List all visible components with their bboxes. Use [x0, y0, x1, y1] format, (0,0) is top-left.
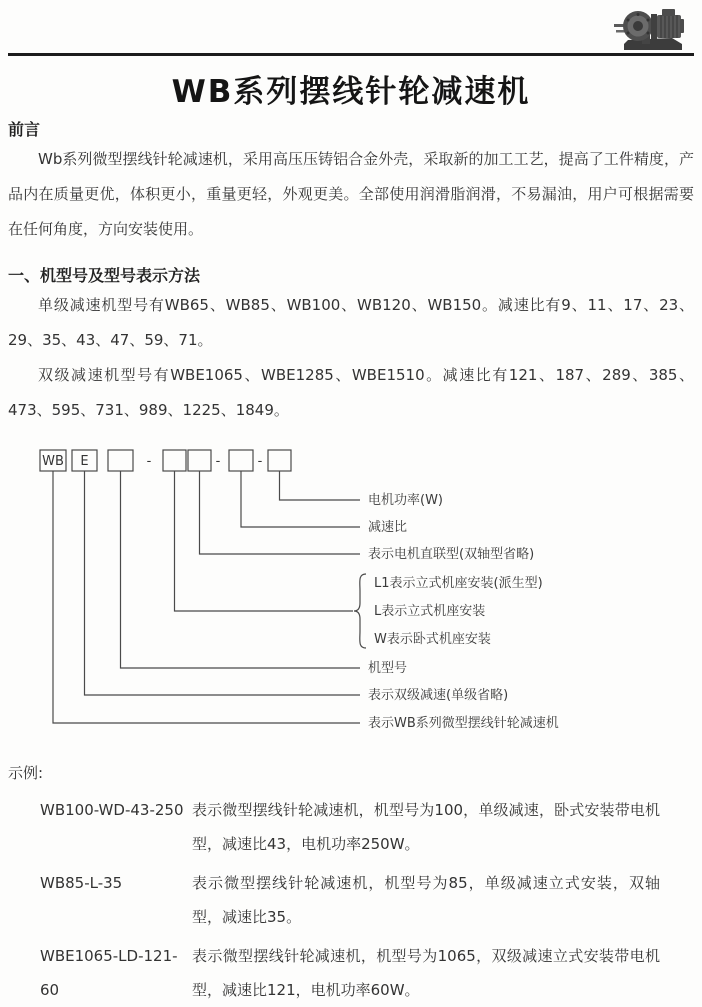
- example-row: [8, 793, 694, 861]
- preface-body: Wb系列微型摆线针轮减速机，采用高压压铸铝合金外壳，采取新的加工工艺，提高了工件精度，产品内在质量更优，体积更小，重量更轻，外观更美。全部使用润滑脂润滑，不易漏油，用户可根据需要在任何角度，方向安装使用。: [8, 150, 694, 238]
- label-ratio: 减速比: [368, 520, 408, 535]
- preface-heading: 前言: [8, 120, 41, 139]
- label-series: 表示WB系列微型摆线针轮减速机: [368, 716, 559, 731]
- example-description: 表示微型摆线针轮减速机，机型号为1065，双级减速立式安装带电机型，减速比121，电机功率60W。: [192, 947, 660, 999]
- section1-heading: 一、机型号及型号表示方法: [8, 266, 201, 285]
- label-model-no: 机型号: [368, 661, 408, 676]
- code-box-model: [108, 450, 133, 471]
- label-double-stage: 表示双级减速(单级省略): [368, 688, 509, 703]
- separator-hyphen-3: -: [257, 454, 263, 469]
- example-row: [8, 939, 694, 1007]
- leader-line-mount: [175, 471, 354, 611]
- code-box-direct: [188, 450, 211, 471]
- page-title: WB系列摆线针轮减速机: [171, 74, 531, 110]
- leader-line-power: [280, 471, 361, 500]
- label-direct-type: 表示电机直联型(双轴型省略): [368, 547, 535, 562]
- label-mount-l: L表示立式机座安装: [374, 604, 486, 619]
- example-model-code: WB100-WD-43-250: [40, 801, 184, 819]
- model-designation-diagram: [8, 438, 694, 746]
- mount-options-brace: [354, 574, 366, 648]
- example-row: [8, 866, 694, 934]
- examples-heading: 示例:: [8, 764, 44, 782]
- example-description: 表示微型摆线针轮减速机，机型号为85，单级减速立式安装，双轴型，减速比35。: [192, 874, 660, 926]
- example-description: 表示微型摆线针轮减速机，机型号为100，单级减速，卧式安装带电机型，减速比43，电机功率250W。: [192, 801, 660, 853]
- leader-line-series: [53, 471, 360, 723]
- code-box-mount: [163, 450, 186, 471]
- leader-line-ratio: [241, 471, 360, 527]
- leader-line-double-stage: [85, 471, 361, 695]
- code-box-ratio: [229, 450, 253, 471]
- code-box-wb-label: WB: [42, 454, 64, 469]
- section1-para-single-stage: 单级减速机型号有WB65、WB85、WB100、WB120、WB150。减速比有9、11、17、23、29、35、43、47、59、71。: [8, 296, 694, 349]
- example-model-code: WBE1065-LD-121-60: [40, 947, 178, 999]
- code-box-power: [268, 450, 291, 471]
- separator-hyphen-1: -: [146, 454, 152, 469]
- label-motor-power: 电机功率(W): [368, 493, 443, 508]
- section1-para-double-stage: 双级减速机型号有WBE1065、WBE1285、WBE1510。减速比有121、187、289、385、473、595、731、989、1225、1849。: [8, 366, 694, 419]
- example-model-code: WB85-L-35: [40, 874, 123, 892]
- separator-hyphen-2: -: [215, 454, 221, 469]
- code-box-e-label: E: [80, 454, 89, 469]
- label-mount-l1: L1表示立式机座安装(派生型): [374, 576, 543, 591]
- label-mount-w: W表示卧式机座安装: [374, 632, 491, 647]
- page-header: [8, 0, 694, 56]
- gear-motor-reducer-photo-icon: [612, 4, 688, 52]
- designation-diagram-svg: [8, 438, 694, 746]
